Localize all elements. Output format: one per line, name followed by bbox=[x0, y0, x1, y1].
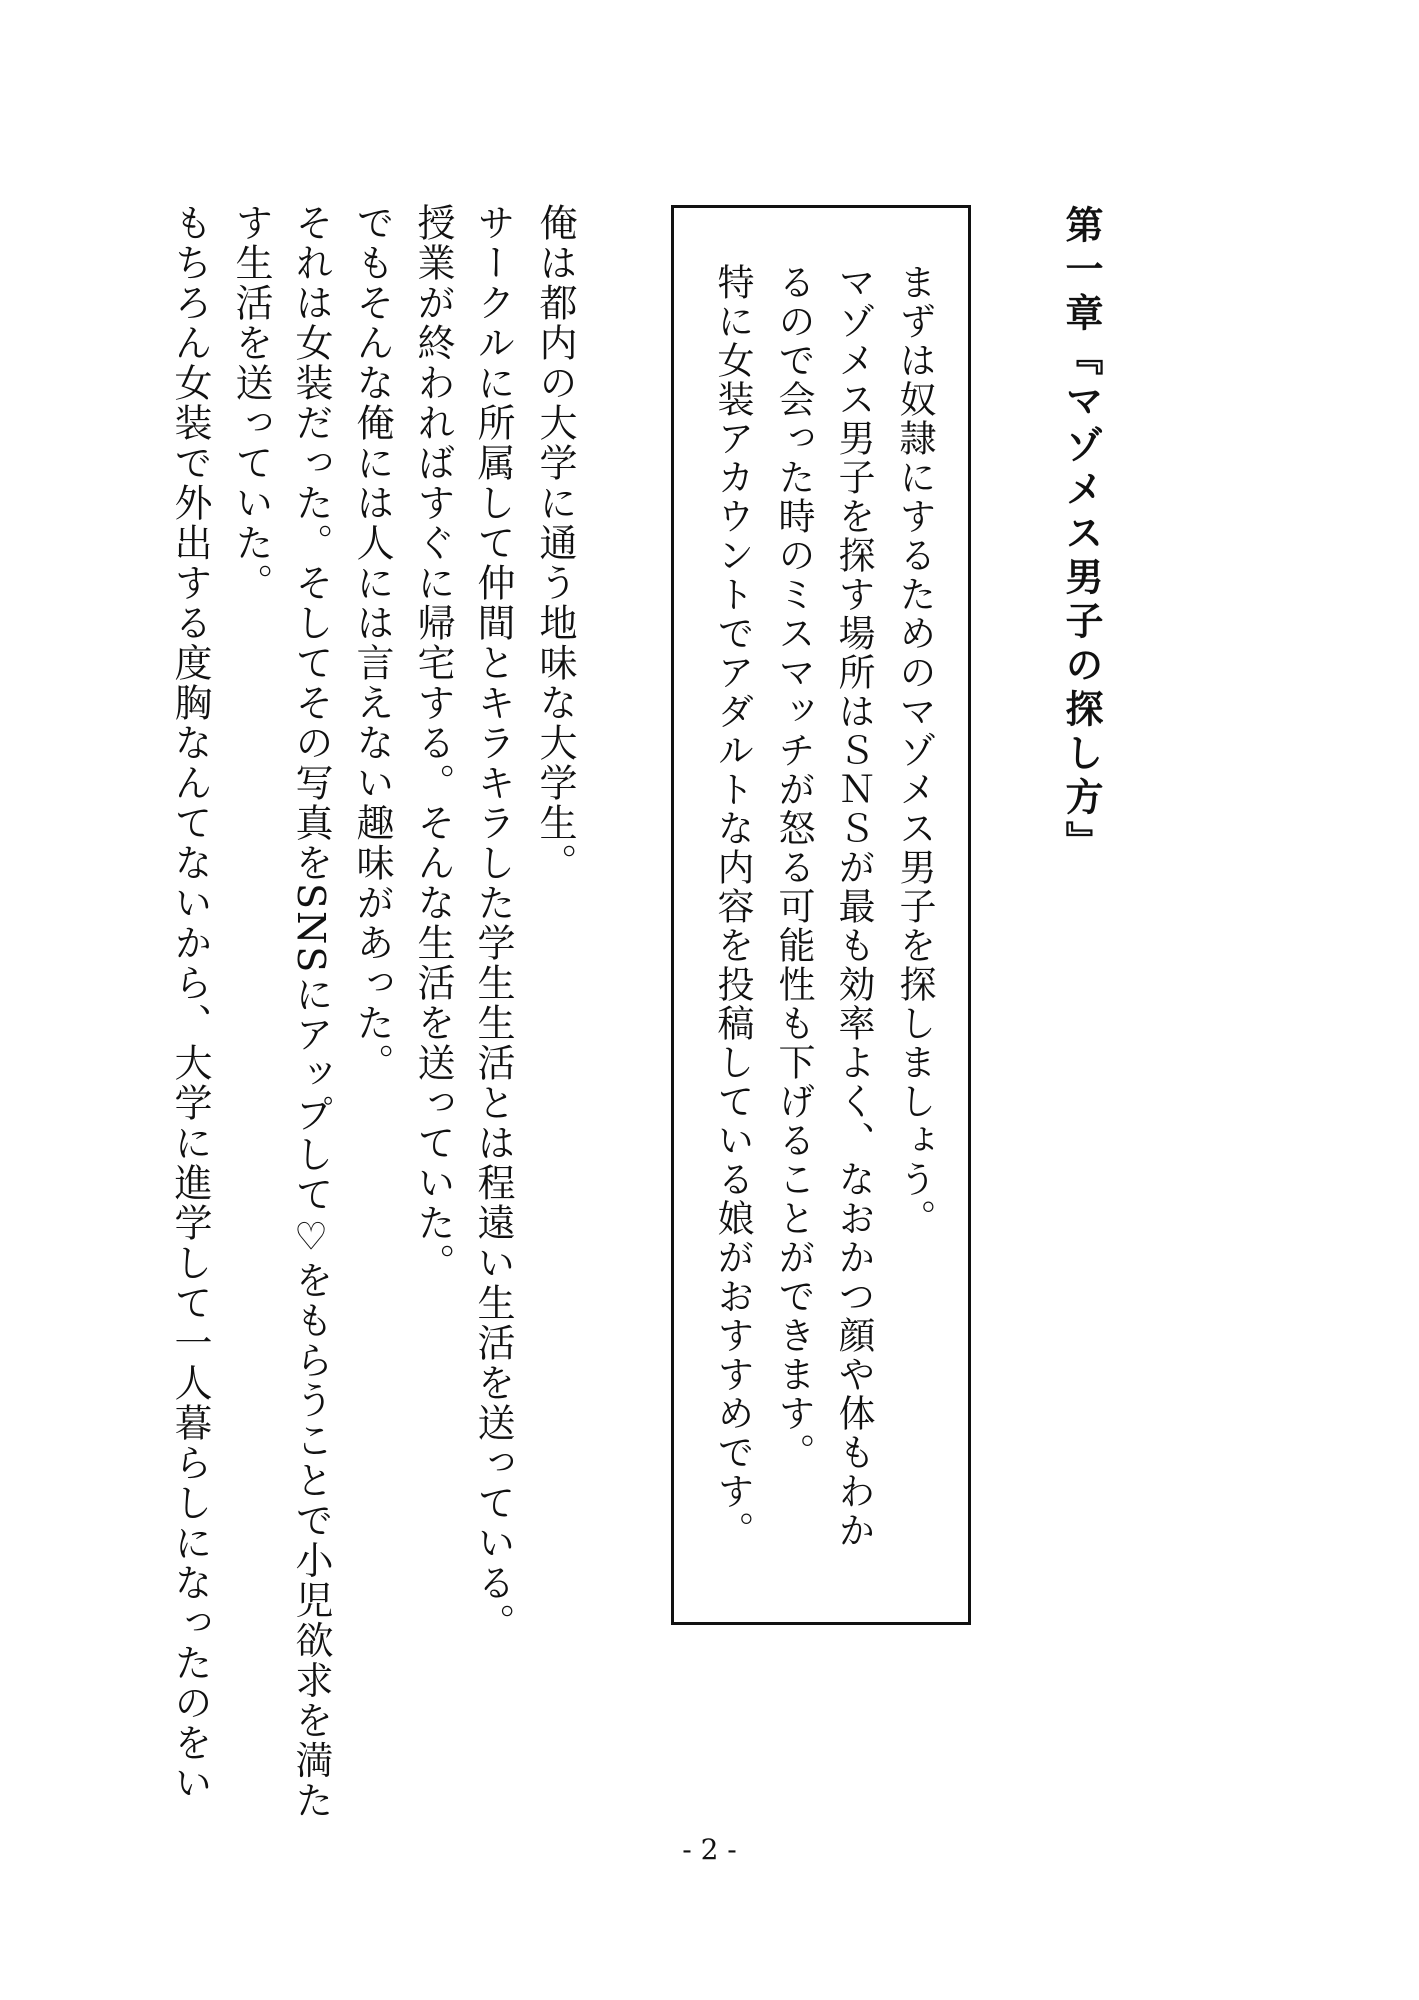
body-line: 俺は都内の大学に通う地味な大学生。 bbox=[533, 203, 577, 883]
boxed-note-line: るので会った時のミスマッチが怒る可能性も下げることができます。 bbox=[772, 263, 815, 1472]
body-line: す生活を送っていた。 bbox=[229, 203, 273, 603]
body-line: でもそんな俺には人には言えない趣味があった。 bbox=[350, 203, 394, 1083]
body-line: もちろん女装で外出する度胸なんてないから、大学に進学して一人暮らしになったのをい bbox=[168, 203, 212, 1803]
chapter-title: 第一章『マゾメス男子の探し方』 bbox=[1059, 205, 1104, 865]
boxed-note-line: まずは奴隷にするためのマゾメス男子を探しましょう。 bbox=[893, 263, 936, 1238]
boxed-note-line: 特に女装アカウントでアダルトな内容を投稿している娘がおすすめです。 bbox=[711, 263, 754, 1550]
page-number: - 2 - bbox=[682, 1833, 737, 1866]
body-line: サークルに所属して仲間とキラキラした学生生活とは程遠い生活を送っている。 bbox=[471, 203, 515, 1643]
boxed-note bbox=[671, 205, 971, 1625]
boxed-note-line: マゾメス男子を探す場所はＳＮＳが最も効率よく、なおかつ顔や体もわか bbox=[832, 263, 875, 1550]
body-line: 授業が終わればすぐに帰宅する。そんな生活を送っていた。 bbox=[411, 203, 455, 1283]
body-line: それは女装だった。そしてその写真をSNSにアップして♡をもらうことで小児欲求を満た bbox=[289, 203, 333, 1821]
